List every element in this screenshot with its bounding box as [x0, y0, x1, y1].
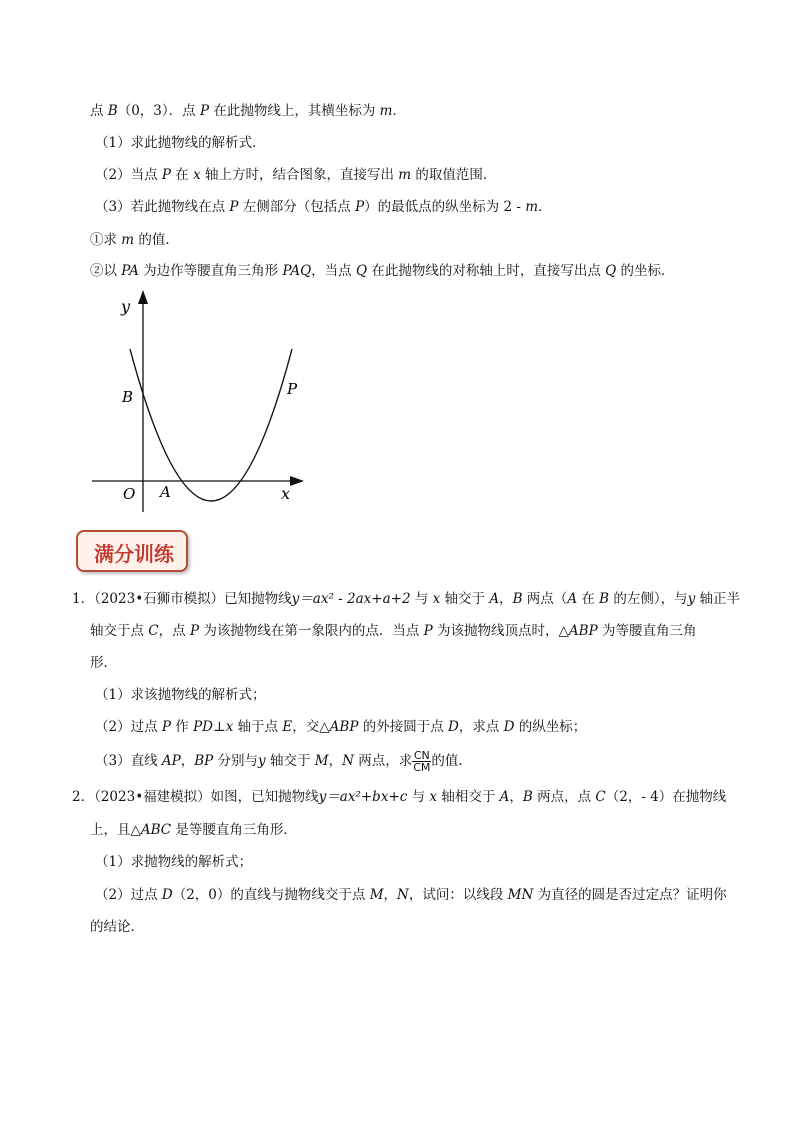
- point-label: E: [282, 719, 293, 735]
- text: （0，3）．点: [117, 103, 200, 119]
- problem-1-line-1: [72, 589, 740, 609]
- point-label: C: [148, 623, 159, 639]
- text: 两点，点: [532, 789, 596, 805]
- text: 与: [410, 591, 433, 607]
- text: （3）若此抛物线在点: [95, 199, 230, 215]
- text: ，求点: [458, 719, 504, 735]
- variable: y: [258, 753, 266, 769]
- text: 为该抛物线顶点时，△: [432, 623, 569, 639]
- text: ）的最低点的纵坐标为 2 -: [364, 199, 526, 215]
- text: 两点，求: [353, 753, 413, 769]
- variable: x: [225, 719, 234, 735]
- point-p-label: P: [287, 380, 298, 398]
- text: ，当点: [311, 263, 356, 279]
- triangle-label: ABP: [568, 623, 598, 639]
- x-axis-label: x: [281, 484, 291, 503]
- point-label: M: [314, 753, 329, 769]
- segment-label: PD: [193, 719, 213, 735]
- text: 在此抛物线上，其横坐标为: [209, 103, 380, 119]
- text: ，点: [158, 623, 190, 639]
- section-title-box: [76, 530, 188, 572]
- text: 轴交于点: [90, 623, 149, 639]
- point-label: Q: [605, 263, 617, 279]
- problem-2-question-2: [95, 885, 727, 905]
- point-label: A: [499, 789, 510, 805]
- text: 与: [407, 789, 430, 805]
- text: 为边作等腰直角三角形: [138, 263, 283, 279]
- y-axis-arrow-icon: [138, 290, 148, 304]
- section-title: 满分训练: [94, 542, 174, 566]
- text: 点: [90, 103, 108, 119]
- text: 为该抛物线在第一象限内的点．当点: [199, 623, 424, 639]
- text: 在此抛物线的对称轴上时，直接写出点: [367, 263, 606, 279]
- text: ，试问：以线段: [408, 887, 508, 903]
- triangle-label: PAQ: [282, 263, 312, 279]
- text: （2023•石狮市模拟）已知抛物线: [94, 591, 292, 607]
- point-label: P: [423, 623, 433, 639]
- point-label: B: [599, 591, 610, 607]
- point-b-label: B: [122, 388, 134, 406]
- text: ⊥: [213, 719, 226, 735]
- segment-label: MN: [507, 887, 534, 903]
- text: 的值．: [431, 753, 472, 769]
- text: 上，且△: [90, 822, 141, 838]
- text: 轴正半: [695, 591, 741, 607]
- text: ，: [383, 887, 398, 903]
- text: 是等腰直角三角形．: [171, 822, 297, 838]
- text: 的纵坐标；: [514, 719, 587, 735]
- y-axis-label: y: [121, 297, 131, 316]
- text: 的取值范围．: [411, 167, 497, 183]
- text: 轴交于: [440, 591, 490, 607]
- variable: x: [429, 789, 438, 805]
- text: 为直径的圆是否过定点？证明你: [533, 887, 727, 903]
- text: ，: [328, 753, 343, 769]
- variable: m: [121, 232, 135, 248]
- problem-2-line-2: [90, 820, 297, 840]
- text: ．: [538, 199, 552, 215]
- text: ，: [499, 591, 513, 607]
- problem-1-line-3: [90, 653, 117, 673]
- text: ，交△: [292, 719, 330, 735]
- triangle-label: ABP: [329, 719, 359, 735]
- text: 轴相交于: [437, 789, 500, 805]
- point-label: P: [229, 199, 239, 215]
- segment-label: BP: [194, 753, 214, 769]
- text: （2）当点: [95, 167, 162, 183]
- point-label: N: [397, 887, 409, 903]
- point-label: N: [342, 753, 354, 769]
- point-label: D: [503, 719, 515, 735]
- origin-label: O: [123, 485, 136, 503]
- text: 的左侧），与: [609, 591, 688, 607]
- text: 左侧部分（包括点: [238, 199, 356, 215]
- problem-number: 1．: [72, 591, 95, 607]
- text: 的坐标．: [616, 263, 675, 279]
- text: 作: [170, 719, 194, 735]
- text: ①求: [90, 232, 122, 248]
- text: 轴于点: [233, 719, 283, 735]
- point-label: A: [489, 591, 500, 607]
- text: （2，- 4）在抛物线: [605, 789, 727, 805]
- problem-2-line-1: [72, 787, 726, 807]
- variable: x: [432, 591, 441, 607]
- text: 在: [170, 167, 194, 183]
- point-label: B: [107, 103, 118, 119]
- text: （3）直线: [95, 753, 162, 769]
- text: （1）求抛物线的解析式；: [95, 854, 253, 870]
- variable: m: [398, 167, 412, 183]
- point-label: P: [189, 623, 200, 639]
- triangle-label: ABC: [140, 822, 172, 838]
- text: ，: [509, 789, 523, 805]
- text: 在: [577, 591, 600, 607]
- text: （2）过点: [95, 719, 162, 735]
- point-label: B: [512, 591, 523, 607]
- text: 的外接圆于点: [358, 719, 449, 735]
- fraction: [412, 750, 431, 773]
- text: （2）过点: [95, 887, 162, 903]
- point-label: D: [448, 719, 459, 735]
- segment-label: PA: [121, 263, 139, 279]
- text: 轴交于: [265, 753, 315, 769]
- text: 轴上方时，结合图象，直接写出: [200, 167, 399, 183]
- problem-1-question-1: [95, 685, 266, 705]
- problem-number: 2．: [72, 789, 95, 805]
- equation: y＝ax² - 2ax+a+2: [291, 591, 411, 607]
- point-label: M: [369, 887, 384, 903]
- point-label: Q: [355, 263, 368, 279]
- text: （1）求此抛物线的解析式．: [95, 135, 266, 151]
- text: （1）求该抛物线的解析式；: [95, 687, 266, 703]
- point-label: C: [595, 789, 606, 805]
- text: 为等腰直角三角: [597, 623, 697, 639]
- problem-1-question-3: [95, 750, 472, 773]
- text: ②以: [90, 263, 122, 279]
- variable: m: [379, 103, 393, 119]
- point-label: D: [161, 887, 173, 903]
- variable: m: [525, 199, 539, 215]
- point-label: P: [161, 167, 171, 183]
- text: 的结论．: [90, 919, 144, 935]
- problem-2-question-1: [95, 852, 252, 872]
- variable: x: [193, 167, 201, 183]
- text: 形．: [90, 655, 117, 671]
- point-label: P: [161, 719, 171, 735]
- text: ，: [180, 753, 195, 769]
- point-label: A: [567, 591, 578, 607]
- equation: y＝ax²+bx+c: [318, 789, 408, 805]
- text: 分别与: [213, 753, 259, 769]
- fraction-numerator: CN: [413, 749, 430, 762]
- problem-1-question-2: [95, 717, 586, 737]
- fraction-denominator: CM: [413, 761, 431, 774]
- point-label: P: [199, 103, 210, 119]
- point-label: P: [355, 199, 365, 215]
- text: （2023•福建模拟）如图，已知抛物线: [94, 789, 319, 805]
- text: 两点（: [522, 591, 568, 607]
- x-axis-arrow-icon: [290, 476, 304, 486]
- variable: y: [687, 591, 696, 607]
- text: （2，0）的直线与抛物线交于点: [172, 887, 370, 903]
- text: ．: [392, 103, 406, 119]
- segment-label: AP: [161, 753, 181, 769]
- point-label: B: [522, 789, 533, 805]
- text: 的值．: [134, 232, 179, 248]
- problem-2-line-3: [90, 917, 144, 937]
- problem-1-line-2: [90, 621, 696, 641]
- point-a-label: A: [160, 483, 171, 501]
- parabola-curve: [130, 349, 292, 501]
